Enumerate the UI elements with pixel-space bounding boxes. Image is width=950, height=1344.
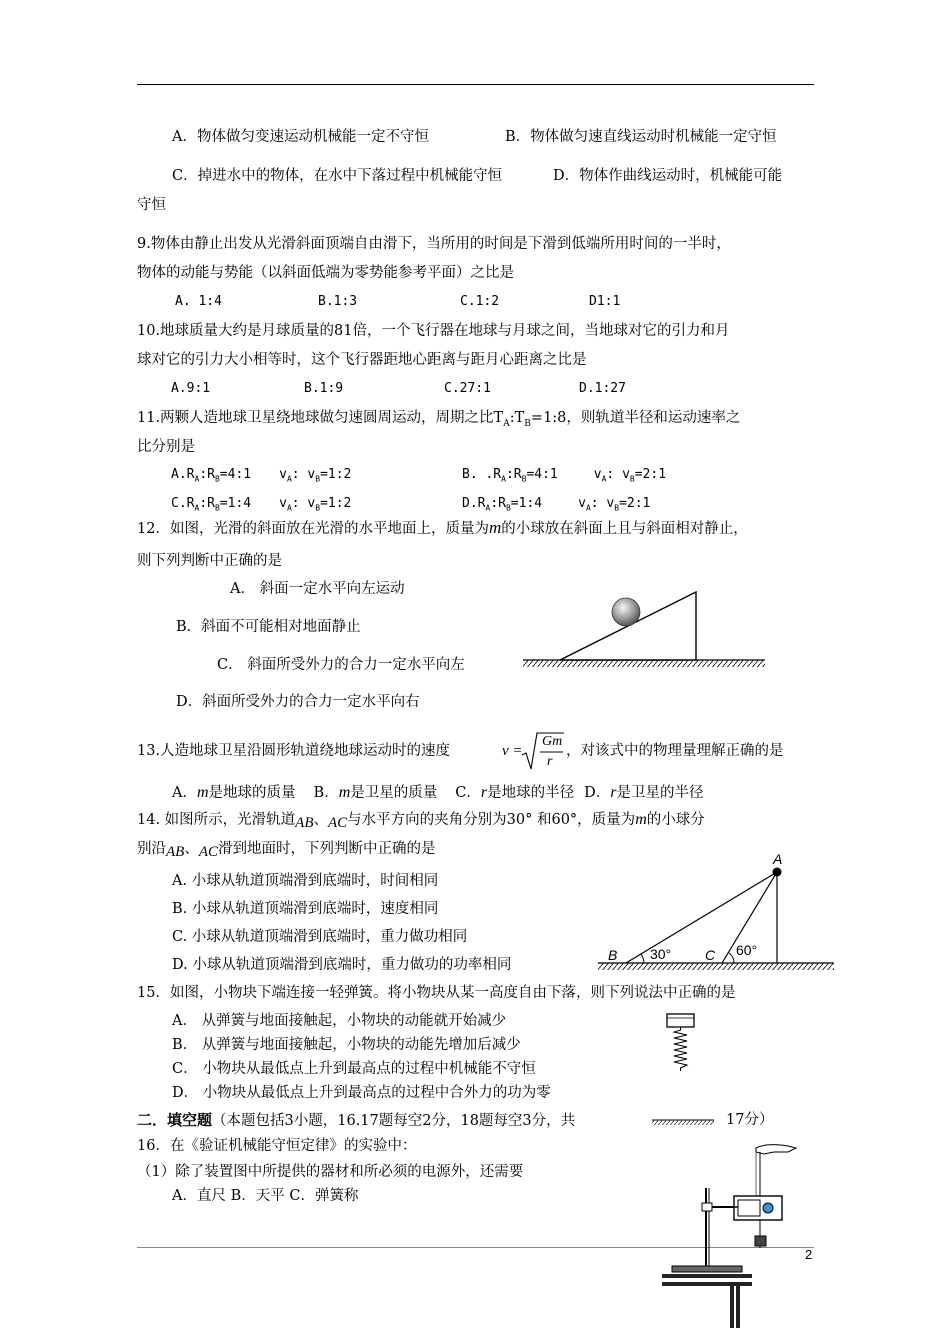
q14-option-d: D. 小球从轨道顶端滑到底端时，重力做功的功率相同: [172, 957, 512, 973]
q9-stem-line2: 物体的动能与势能（以斜面低端为零势能参考平面）之比是: [137, 265, 514, 281]
label-60: 60°: [736, 942, 758, 958]
q12-mass-symbol: m: [488, 518, 502, 537]
ball: [612, 598, 640, 626]
q8-option-a: A．物体做匀变速运动机械能一定不守恒: [172, 129, 429, 145]
q16-stem-line1: 16．在《验证机械能守恒定律》的实验中：: [137, 1138, 417, 1154]
section2-heading-line: [137, 1110, 575, 1131]
q11-sub-a: A: [503, 418, 510, 429]
q11-stem-line1: [137, 408, 740, 434]
q15-stem: 15．如图，小物块下端连接一轻弹簧。将小物块从某一高度自由下落，则下列说法中正确的是: [137, 985, 736, 1001]
weight: [755, 1236, 766, 1246]
label-a: A: [773, 851, 783, 867]
q10-option-b: B.1:9: [304, 381, 344, 396]
q8-option-d: D．物体作曲线运动时，机械能可能: [553, 168, 783, 184]
ground-hatch: [523, 660, 765, 667]
label-b: B: [608, 947, 618, 963]
angle-arc-30: [641, 954, 644, 963]
q12-option-a: A． 斜面一定水平向左运动: [230, 581, 405, 597]
q12-stem-line1: 12．如图，光滑的斜面放在光滑的水平地面上，质量为m的小球放在斜面上且与斜面相对静止，: [137, 518, 748, 537]
q10-option-a: A.9:1: [171, 381, 211, 396]
q11-stem-line2: 比分别是: [137, 439, 195, 455]
q9-option-c: C.1:2: [460, 294, 500, 309]
q14-option-c: C. 小球从轨道顶端滑到底端时，重力做功相同: [172, 929, 468, 945]
section2-description: （本题包括3小题，16.17题每空2分，18题每空3分，共: [212, 1113, 576, 1129]
q14-option-a: A. 小球从轨道顶端滑到底端时，时间相同: [172, 873, 439, 889]
q15-option-c: C． 小物块从最低点上升到最高点的过程中机械能不守恒: [172, 1061, 536, 1077]
timer-disc: [763, 1203, 773, 1213]
q15-option-b: B． 从弹簧与地面接触起，小物块的动能先增加后减少: [172, 1037, 521, 1053]
q9-option-d: D1:1: [589, 294, 621, 309]
formula-numerator: Gm: [542, 734, 563, 749]
q14-option-b: B. 小球从轨道顶端滑到底端时，速度相同: [172, 901, 439, 917]
q15-spring-figure: [664, 1013, 698, 1075]
q9-option-a: A. 1:4: [175, 294, 222, 309]
section2-blank-hatch: [652, 1118, 714, 1128]
q15-option-d: D． 小物块从最低点上升到最高点的过程中合外力的功为零: [172, 1085, 551, 1101]
q14-stem-line2: 别沿AB、AC滑到地面时，下列判断中正确的是: [137, 841, 436, 860]
section2-heading: 二．填空题: [137, 1111, 213, 1129]
q10-stem-line1: 10.地球质量大约是月球质量的81倍，一个飞行器在地球与月球之间，当地球对它的引力和月: [137, 323, 730, 339]
top-rule: [137, 84, 814, 85]
q12-incline-figure: [520, 586, 770, 676]
q13-stem: 13.人造地球卫星沿圆形轨道绕地球运动时的速度: [137, 743, 451, 759]
spring: [674, 1027, 687, 1071]
label-c: C: [705, 947, 716, 963]
q11-option-a: $A.R_A:R_B=4:1$ $v_A$: $v_B=1:2$: [171, 467, 352, 484]
base-plate: [672, 1266, 742, 1272]
q16-stem-line2: （1）除了装置图中所提供的器材和所必须的电源外，还需要: [137, 1164, 524, 1180]
q14-stem-line1: 14. 如图所示，光滑轨道AB、AC与水平方向的夹角分别为30° 和60°，质量为m的小球分: [137, 811, 705, 831]
q11-stem-text: 11.两颗人造地球卫星绕地球做匀速圆周运动，周期之比T: [137, 410, 504, 426]
q10-option-c: C.27:1: [444, 381, 491, 396]
q11-sub-b: B: [524, 418, 531, 429]
q14-tracks-figure: [596, 852, 836, 972]
label-30: 30°: [650, 946, 672, 962]
angle-arc-60: [729, 953, 734, 963]
q12-option-c: C． 斜面所受外力的合力一定水平向左: [217, 657, 465, 673]
q16-apparatus-figure: [656, 1138, 806, 1338]
q8-option-d-cont: 守恒: [137, 197, 166, 213]
q12-stem-line2: 则下列判断中正确的是: [137, 553, 282, 569]
clamp: [702, 1203, 712, 1211]
q12-option-b: B．斜面不可能相对地面静止: [176, 619, 361, 635]
q9-option-b: B.1:3: [318, 294, 358, 309]
q11-stem-mid: :T: [509, 410, 525, 426]
q11-option-d: $D.R_A:R_B=1:4$ $v_A$: $v_B=2:1$: [462, 496, 651, 513]
q11-stem-end: =1:8，则轨道半径和运动速率之: [530, 410, 741, 426]
ground-hatch: [598, 963, 834, 970]
q12-option-d: D．斜面所受外力的合力一定水平向右: [176, 694, 420, 710]
block: [667, 1014, 694, 1027]
ball-at-a: [773, 868, 782, 877]
q10-option-d: D.1:27: [579, 381, 626, 396]
q8-option-b: B．物体做匀速直线运动时机械能一定守恒: [505, 129, 777, 145]
q13-stem-post: ，对该式中的物理量理解正确的是: [566, 743, 784, 759]
section2-total: 17分）: [726, 1112, 774, 1128]
q13-options: A．m是地球的质量 B．m是卫星的质量 C．r是地球的半径 D．r是卫星的半径: [172, 784, 704, 801]
q16-options: A．直尺 B．天平 C．弹簧称: [172, 1188, 359, 1204]
formula-denominator: r: [547, 754, 553, 769]
q8-option-c: C．掉进水中的物体，在水中下落过程中机械能守恒: [172, 168, 503, 184]
q13-formula: [502, 731, 566, 775]
q11-option-c: $C.R_A:R_B=1:4$ $v_A$: $v_B=1:2$: [171, 496, 352, 513]
q11-option-b: B. $.R_A:R_B=4:1$ $v_A$: $v_B=2:1$: [462, 467, 667, 484]
q10-stem-line2: 球对它的引力大小相等时，这个飞行器距地心距离与距月心距离之比是: [137, 352, 587, 368]
q9-stem-line1: 9.物体由静止出发从光滑斜面顶端自由滑下，当所用的时间是下滑到低端所用时间的一半时，: [137, 236, 731, 252]
hand: [756, 1145, 796, 1154]
formula-v: v =: [502, 743, 523, 759]
page-number: 2: [805, 1247, 813, 1262]
q15-option-a: A． 从弹簧与地面接触起，小物块的动能就开始减少: [172, 1013, 507, 1029]
